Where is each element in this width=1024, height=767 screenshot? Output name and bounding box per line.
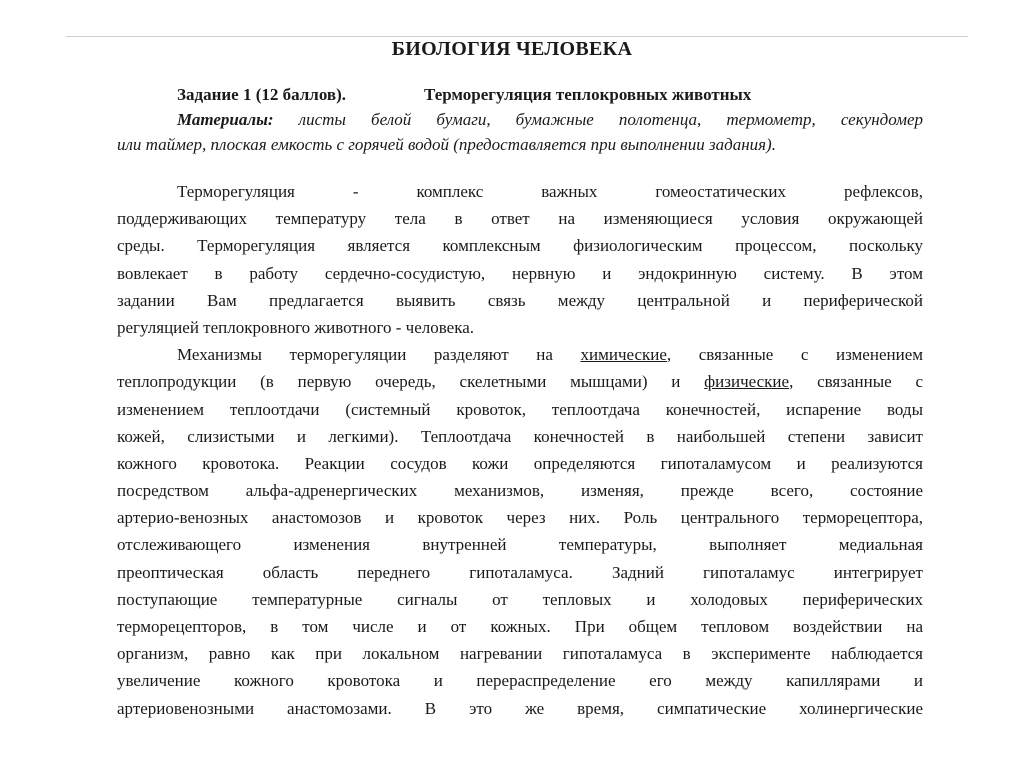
materials-text-1: листы белой бумаги, бумажные полотенца, термометр, секундомер (298, 110, 923, 129)
underlined-term-chemical: химические (580, 345, 667, 365)
text-run: теплопродукции (в первую очередь, скелетными мышцами) и (117, 372, 705, 392)
paragraph-2-line: изменением теплоотдачи (системный кровоток, теплоотдача конечностей, испарение воды (117, 399, 923, 419)
paragraph-2-line: преоптическая область переднего гипоталамуса. Задний гипоталамус интегрирует (117, 562, 923, 582)
paragraph-2-line: увеличение кожного кровотока и перераспределение его между капиллярами и (117, 671, 923, 691)
paragraph-2-line (117, 341, 923, 368)
body-text (117, 178, 923, 722)
paragraph-2-line: артериовенозными анастомозами. В это же время, симпатические холинергические (117, 698, 923, 718)
materials-label: Материалы: (177, 110, 274, 129)
task-label: Задание 1 (12 баллов). (177, 85, 347, 104)
paragraph-1-line: регуляцией теплокровного животного - человека. (117, 317, 475, 337)
paragraph-2-line: терморецепторов, в том числе и от кожных. При общем тепловом воздействии на (117, 617, 923, 636)
paragraph-2-line: поступающие температурные сигналы от тепловых и холодовых периферических (117, 589, 923, 609)
paragraph-2-line: артерио-венозных анастомозов и кровоток через них. Роль центрального терморецептора, (117, 508, 923, 528)
materials-block (117, 107, 923, 157)
text-run: , связанные с изменением (666, 345, 923, 365)
underlined-term-physical: физические (704, 372, 790, 392)
paragraph-2-line: кожей, слизистыми и легкими). Теплоотдача конечностей в наибольшей степени зависит (117, 426, 923, 446)
paragraph-2-line: отслеживающего изменения внутренней температуры, выполняет медиальная (117, 535, 923, 555)
materials-line-2: или таймер, плоская емкость с горячей водой (предоставляется при выполнении задания). (117, 135, 776, 154)
paragraph-1-line: Терморегуляция - комплекс важных гомеостатических рефлексов, (177, 182, 923, 201)
paragraph-1-line: среды. Терморегуляция является комплексным физиологическим процессом, поскольку (117, 236, 923, 256)
task-title: Терморегуляция теплокровных животных (424, 85, 752, 104)
paragraph-2-line: организм, равно как при локальном нагревании гипоталамуса в эксперименте наблюдается (117, 644, 923, 664)
paragraph-1-line: вовлекает в работу сердечно-сосудистую, нервную и эндокринную систему. В этом (117, 263, 923, 283)
paragraph-1-line: задании Вам предлагается выявить связь между центральной и периферической (117, 290, 923, 310)
paragraph-2-line (117, 368, 923, 395)
materials-line-1 (117, 107, 923, 132)
paragraph-2-line: кожного кровотока. Реакции сосудов кожи определяются гипоталамусом и реализуются (117, 453, 923, 473)
text-run: , связанные с (789, 372, 923, 392)
paragraph-1-line: поддерживающих температуру тела в ответ на изменяющиеся условия окружающей (117, 209, 923, 229)
paragraph-2-line: посредством альфа-адренергических механизмов, изменяя, прежде всего, состояние (117, 481, 923, 501)
text-run: Механизмы терморегуляции разделяют на (177, 345, 581, 365)
page-title: БИОЛОГИЯ ЧЕЛОВЕКА (391, 38, 633, 60)
